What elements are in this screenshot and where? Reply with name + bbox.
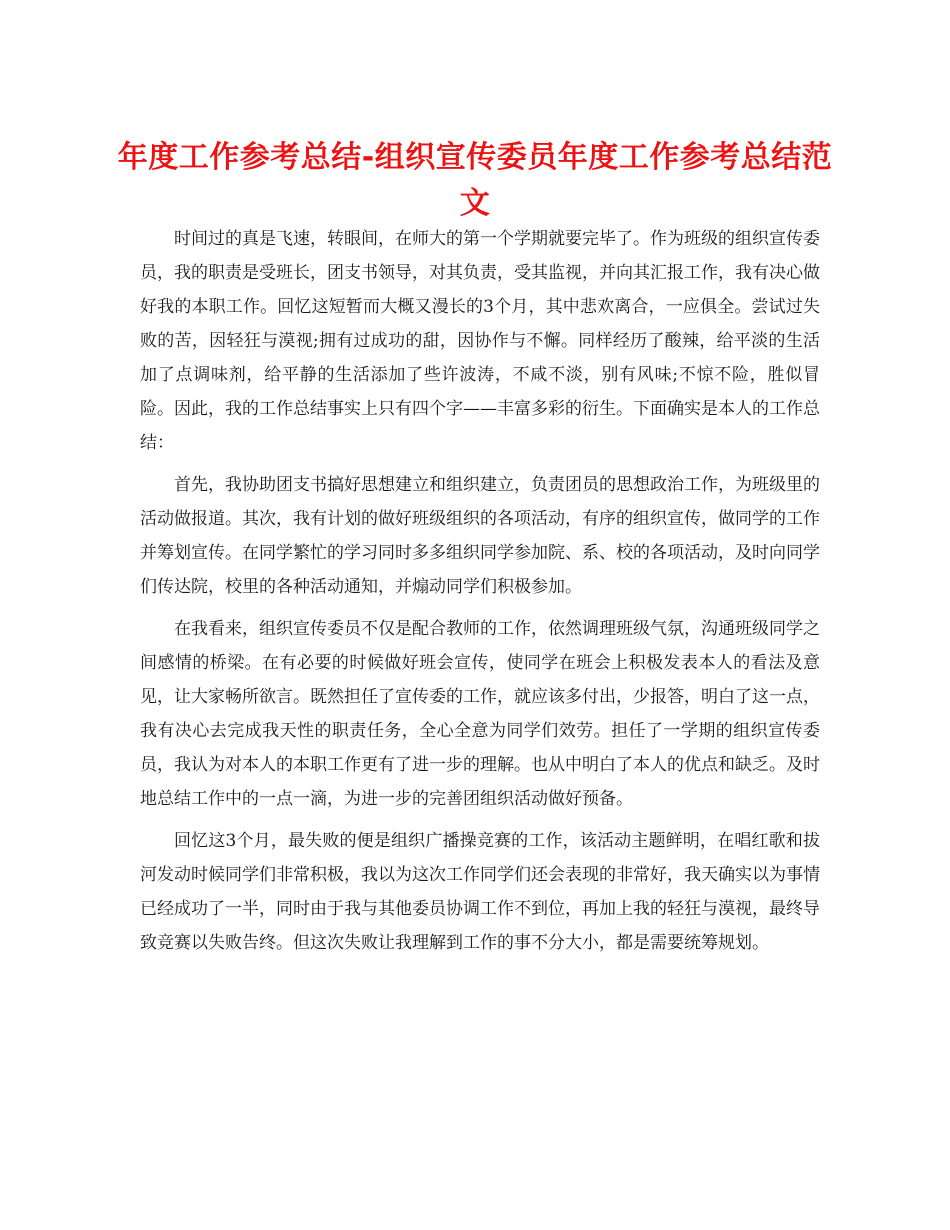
- paragraph-1: 时间过的真是飞速，转眼间，在师大的第一个学期就要完毕了。作为班级的组织宣传委员，我的职责是受班长，团支书领导，对其负责，受其监视，并向其汇报工作，我有决心做好我的本职工作。回忆这短暂而大概又漫长的3个月，其中悲欢离合，一应俱全。尝试过失败的苦，因轻狂与漠视;拥有过成功的甜，因协作与不懈。同样经历了酸辣，给平淡的生活加了点调味剂，给平静的生活添加了些许波涛，不咸不淡，别有风味;不惊不险，胜似冒险。因此，我的工作总结事实上只有四个字——丰富多彩的衍生。下面确实是本人的工作总结：: [140, 229, 820, 453]
- paragraph-2: 首先，我协助团支书搞好思想建立和组织建立，负责团员的思想政治工作，为班级里的活动做报道。其次，我有计划的做好班级组织的各项活动，有序的组织宣传，做同学的工作并筹划宣传。在同学繁忙的学习同时多多组织同学参加院、系、校的各项活动，及时向同学们传达院，校里的各种活动通知，并煽动同学们积极参加。: [140, 475, 820, 597]
- paragraph-3: 在我看来，组织宣传委员不仅是配合教师的工作，依然调理班级气氛，沟通班级同学之间感情的桥梁。在有必要的时候做好班会宣传，使同学在班会上积极发表本人的看法及意见，让大家畅所欲言。既然担任了宣传委的工作，就应该多付出，少报答，明白了这一点，我有决心去完成我天性的职责任务，全心全意为同学们效劳。担任了一学期的组织宣传委员，我认为对本人的本职工作更有了进一步的理解。也从中明白了本人的优点和缺乏。及时地总结工作中的一点一滴，为进一步的完善团组织活动做好预备。: [140, 619, 820, 809]
- document-body: [140, 222, 820, 968]
- document-title: 年度工作参考总结-组织宣传委员年度工作参考总结范文: [117, 140, 833, 221]
- paragraph-4: 回忆这3个月，最失败的便是组织广播操竞赛的工作，该活动主题鲜明，在唱红歌和拔河发动时候同学们非常积极，我以为这次工作同学们还会表现的非常好，我天确实以为事情已经成功了一半，同时由于我与其他委员协调工作不到位，再加上我的轻狂与漠视，最终导致竞赛以失败告终。但这次失败让我理解到工作的事不分大小，都是需要统筹规划。: [140, 831, 820, 953]
